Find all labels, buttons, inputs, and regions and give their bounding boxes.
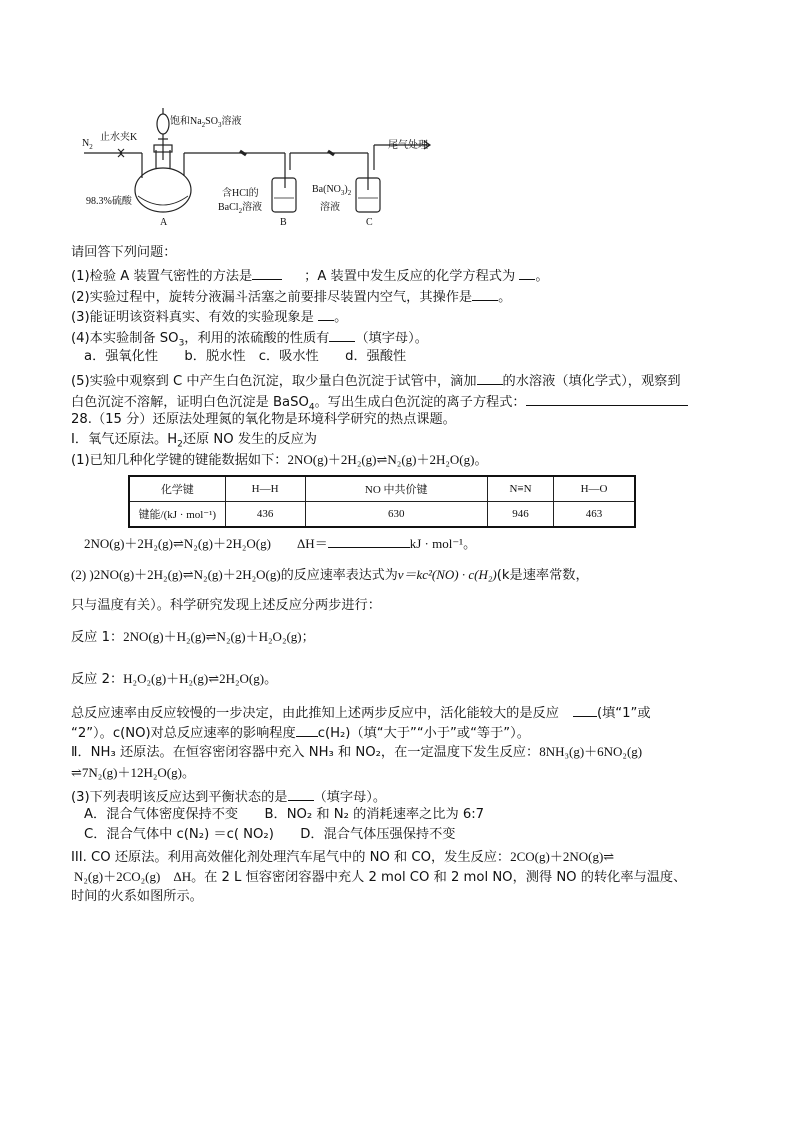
bottle-c-label-1: $Ba(NO_3)_2$ [312,184,352,197]
tail-gas-label: 尾气处理 [388,140,428,151]
question-28-2-line-1: (2) )2NO(g)＋2H₂(g)⇌N₂(g)＋2H₂O(g)的反应速率表达式为v＝kc²(NO) · c(H₂)(k是速率常数， [71,567,589,583]
reaction-2: 反应 2：H₂O₂(g)＋H₂(g)⇌2H₂O(g)。 [71,671,278,687]
table-header-row [129,476,635,502]
question-28-2-line-3: 总反应速率由反应较慢的一步决定，由此推知上述两步反应中，活化能较大的是反应 (填“1”或 [71,702,651,723]
label-c: C [366,217,373,228]
table-cell: 946 [487,502,553,528]
prompt-line: 请回答下列问题： [71,245,177,260]
bottle-c-label-2: 溶液 [320,202,340,213]
question-2: (2)实验过程中，旋转分液漏斗活塞之前要排尽装置内空气，其操作是 。 [71,286,511,307]
question-28-2-line-2: 只与温度有关）。科学研究发现上述反应分两步进行： [71,598,381,613]
question-4: (4)本实验制备 $SO_3$，利用的浓硫酸的性质有 （填字母）。 [71,327,428,353]
delta-h-equation: 2NO(g)＋2H₂(g)⇌N₂(g)＋2H₂O(g) ΔH＝ kJ · mol⁻¹。 [84,533,476,553]
question-28-3-options-2: C．混合气体中 c(N₂) ＝c( NO₂) D．混合气体压强保持不变 [84,827,456,842]
reaction-1: 反应 1：2NO(g)＋H₂(g)⇌N₂(g)＋H₂O₂(g)； [71,629,315,645]
section-3-title: III. CO 还原法。利用高效催化剂处理汽车尾气中的 NO 和 CO，发生反应：2CO(g)＋2NO(g)⇌ [71,849,615,865]
table-row [129,502,635,528]
question-3: (3)能证明该资料真实、有效的实验现象是 。 [71,306,347,327]
table-cell: 463 [554,502,635,528]
table-header-cell: N≡N [487,476,553,502]
acid-label: 98.3%硫酸 [86,196,132,207]
bottle-b-label-2: BaCl$_2$溶液 [218,202,263,215]
question-28-3-options-1: A．混合气体密度保持不变 B．NO₂ 和 N₂ 的消耗速率之比为 6:7 [84,807,485,822]
clip-label: 止水夹K [100,132,138,143]
table-header-cell: H—H [225,476,305,502]
table-cell: 630 [305,502,487,528]
section-2-equation: ⇌7N₂(g)＋12H₂O(g)。 [71,765,195,780]
table-header-cell: H—O [554,476,635,502]
question-28-3: (3)下列表明该反应达到平衡状态的是 （填字母）。 [71,786,386,807]
table-cell: 436 [225,502,305,528]
question-28-2-line-4: “2”）。c(NO)对总反应速率的影响程度 c(H₂)（填“大于”“小于”或“等于”）。 [71,722,530,743]
n2-label: $N_2$ [82,138,93,151]
question-4-options: a．强氧化性 b．脱水性 c．吸水性 d．强酸性 [84,349,407,364]
table-row-label: 键能/(kJ · mol⁻¹) [129,502,225,528]
question-5-line-1: (5)实验中观察到 C 中产生白色沉淀，取少量白色沉淀于试管中，滴加 的水溶液（填化学式），观察到 [71,370,681,391]
bottle-b-label-1: 含HCl的 [222,188,259,199]
question-28-title: 28.（15 分）还原法处理氮的氧化物是环境科学研究的热点课题。 [71,412,456,427]
label-b: B [280,217,287,228]
section-1-title: I．氧气还原法。$H_2$还原 NO 发生的反应为 [71,432,317,450]
section-3-line-3: 时间的火系如图所示。 [71,889,203,904]
sulfite-label: 饱和$Na_2SO_3$溶液 [170,116,242,129]
question-28-1: (1)已知几种化学键的键能数据如下：2NO(g)＋2H₂(g)⇌N₂(g)＋2H₂O(g)。 [71,452,488,468]
label-a: A [160,217,168,228]
section-2-title: Ⅱ．NH₃ 还原法。在恒容密闭容器中充入 NH₃ 和 NO₂，在一定温度下发生反应：8NH₃(g)＋6NO₂(g) [71,744,643,760]
table-header-cell: NO 中共价键 [305,476,487,502]
bond-energy-table [128,475,636,528]
question-5-line-2: 白色沉淀不溶解，证明白色沉淀是 BaSO$_4$。写出生成白色沉淀的离子方程式： [71,391,688,417]
section-3-line-2: N₂(g)＋2CO₂(g) ΔH。在 2 L 恒容密闭容器中充人 2 mol CO 和 2 mol NO，测得 NO 的转化率与温度、 [74,869,687,885]
question-1: (1)检验 A 装置气密性的方法是 ；A 装置中发生反应的化学方程式为 。 [71,265,549,286]
table-header-cell: 化学键 [129,476,225,502]
